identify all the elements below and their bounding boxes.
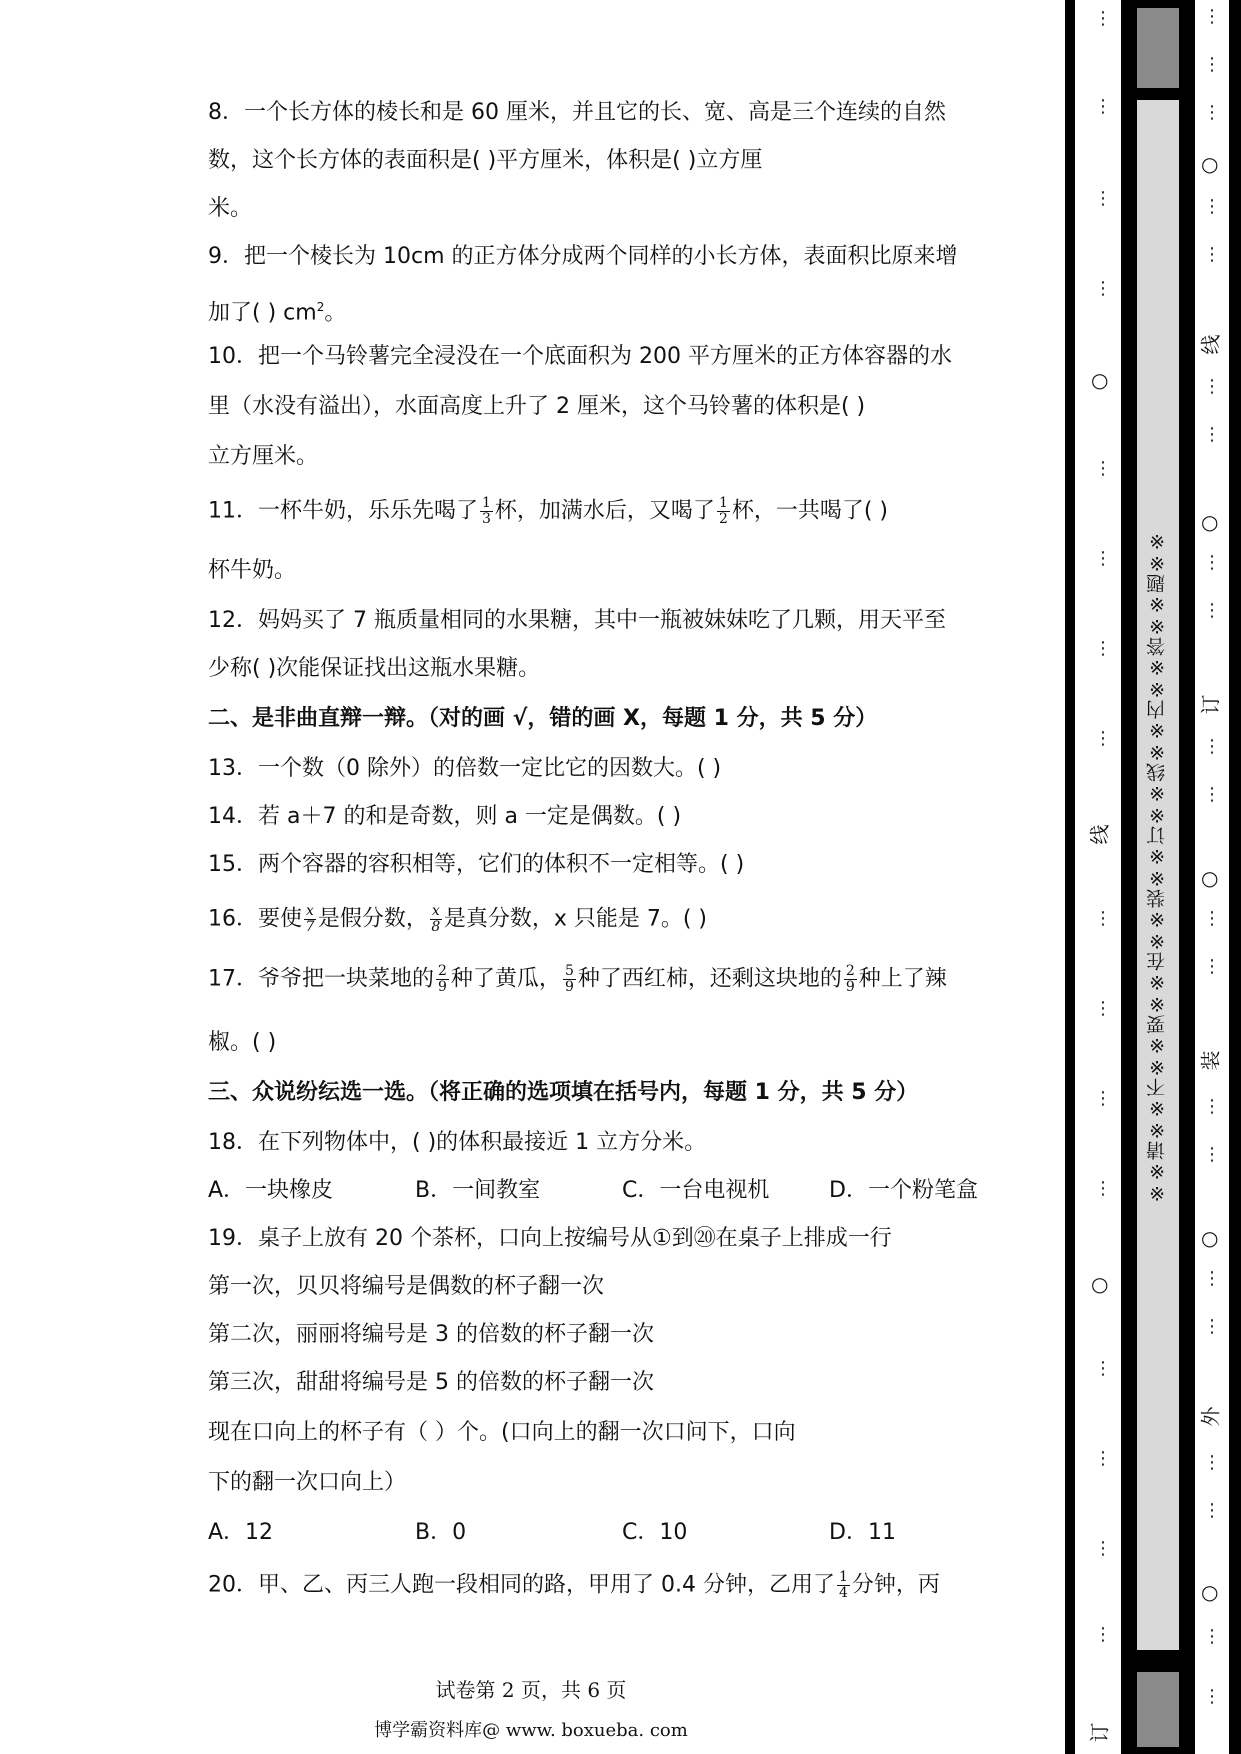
q17-text-c: 种了西红柿，还剩这块地的 [577,966,842,992]
q19-line2: 第一次，贝贝将编号是偶数的杯子翻一次 [208,1274,605,1299]
inner-label-ding: 订 [1087,1722,1112,1743]
q11-line2: 杯牛奶。 [208,558,297,583]
fraction-five-ninths [563,964,576,995]
q19-line3: 第二次，丽丽将编号是 3 的倍数的杯子翻一次 [208,1322,654,1347]
dotted-cut-line: ⋮ [1203,1686,1221,1707]
outer-label-xian: 线 [1198,334,1223,355]
q20-line1 [208,1570,940,1601]
q18-option-c: C．一台电视机 [622,1178,770,1203]
dotted-cut-line: ⋮ [1094,1358,1112,1379]
binding-block-bottom [1137,1672,1179,1747]
fraction-denominator: 8 [431,919,441,935]
dotted-cut-line: ⋮ [1203,736,1221,757]
q19-line1: 19．桌子上放有 20 个茶杯，口向上按编号从①到⑳在桌子上排成一行 [208,1226,892,1251]
dotted-cut-line: ⋮ [1094,1088,1112,1109]
dotted-cut-line: ⋮ [1094,188,1112,209]
q16-text-c: 是真分数，x 只能是 7。( ) [443,906,707,932]
q9-line2-text: 加了( ) cm [208,300,317,326]
fraction-two-ninths [436,964,449,995]
dotted-cut-line: ⋮ [1203,54,1221,75]
q15: 15．两个容器的容积相等，它们的体积不一定相等。( ) [208,852,745,877]
fraction-numerator: 1 [482,495,491,511]
binding-notice-text: ※※请※※不※※要※※在※※装※※订※※线※※内※※答※※题※※ [1146,530,1168,1204]
q9-superscript: 2 [316,300,325,314]
dotted-cut-line: ⋮ [1203,424,1221,445]
binding-hole-circle: ○ [1201,866,1219,890]
q17-line1 [208,964,947,995]
fraction-numerator: 1 [718,495,728,511]
q17-text-b: 种了黄瓜， [450,966,561,992]
dotted-cut-line: ⋮ [1203,6,1221,27]
q11-text-a: 11．一杯牛奶，乐乐先喝了 [208,498,478,524]
dotted-cut-line: ⋮ [1203,1316,1221,1337]
fraction-x-over-8 [430,904,442,935]
q8-line1: 8．一个长方体的棱长和是 60 厘米，并且它的长、宽、高是三个连续的自然 [208,100,946,125]
inner-binding-strip [1075,0,1121,1754]
q13: 13．一个数（0 除外）的倍数一定比它的因数大。( ) [208,756,722,781]
section-3-heading: 三、众说纷纭选一选。（将正确的选项填在括号内，每题 1 分，共 5 分） [208,1080,919,1105]
outer-label-zhuang: 装 [1198,1050,1223,1071]
dotted-cut-line: ⋮ [1203,1096,1221,1117]
dotted-cut-line: ⋮ [1094,278,1112,299]
fraction-two-ninths [844,964,857,995]
fraction-numerator: 2 [438,963,447,979]
dotted-cut-line: ⋮ [1094,638,1112,659]
dotted-cut-line: ⋮ [1094,1448,1112,1469]
dotted-cut-line: ⋮ [1094,1624,1112,1645]
fraction-denominator: 9 [845,979,855,995]
binding-block-top [1137,8,1179,88]
q17-text-a: 17．爷爷把一块菜地的 [208,966,434,992]
q18-option-a: A．一块橡皮 [208,1178,334,1203]
dotted-cut-line: ⋮ [1203,1144,1221,1165]
q18-option-d: D．一个粉笔盒 [829,1178,978,1203]
q14: 14．若 a＋7 的和是奇数，则 a 一定是偶数。( ) [208,804,682,829]
q19-line4: 第三次，甜甜将编号是 5 的倍数的杯子翻一次 [208,1370,654,1395]
fraction-one-quarter [837,1570,850,1601]
inner-label-line: 线 [1087,824,1112,845]
q8-line3: 米。 [208,196,253,221]
q18-option-b: B．一间教室 [415,1178,541,1203]
fraction-numerator: 1 [838,1569,848,1585]
fraction-x-over-7 [304,904,316,935]
q19-option-a: A．12 [208,1520,274,1545]
dotted-cut-line: ⋮ [1203,1500,1221,1521]
q16 [208,904,707,935]
dotted-cut-line: ⋮ [1203,1626,1221,1647]
dotted-cut-line: ⋮ [1094,548,1112,569]
fraction-numerator: x [306,903,314,919]
fraction-numerator: 5 [564,963,574,979]
fraction-denominator: 2 [718,511,728,527]
binding-hole-circle: ○ [1091,1272,1109,1296]
q9-line2 [208,292,346,328]
fraction-denominator: 3 [482,511,491,527]
q19-options [208,1518,1036,1548]
q19-line6: 下的翻一次口向上） [208,1470,407,1495]
q12-line1: 12．妈妈买了 7 瓶质量相同的水果糖，其中一瓶被妹妹吃了几颗，用天平至 [208,608,946,633]
fraction-denominator: 9 [564,979,574,995]
q10-line3: 立方厘米。 [208,444,319,469]
fraction-one-third [480,496,493,527]
fraction-denominator: 9 [438,979,447,995]
q16-text-a: 16．要使 [208,906,302,932]
q17-line2: 椒。( ) [208,1030,277,1055]
dotted-cut-line: ⋮ [1094,908,1112,929]
q8-line2: 数，这个长方体的表面积是( )平方厘米，体积是( )立方厘 [208,148,763,173]
q19-line5: 现在口向上的杯子有（ ）个。(口向上的翻一次口问下，口向 [208,1420,796,1445]
q9-line1: 9．把一个棱长为 10cm 的正方体分成两个同样的小长方体，表面积比原来增 [208,244,958,269]
dotted-cut-line: ⋮ [1203,956,1221,977]
q11-text-b: 杯，加满水后，又喝了 [494,498,715,524]
outer-label-wai: 外 [1198,1406,1223,1427]
dotted-cut-line: ⋮ [1203,552,1221,573]
dotted-cut-line: ⋮ [1203,1452,1221,1473]
dotted-cut-line: ⋮ [1094,96,1112,117]
binding-hole-circle: ○ [1201,1580,1219,1604]
fraction-denominator: 7 [305,919,315,935]
q20-text-b: 分钟，丙 [851,1572,940,1598]
section-2-heading: 二、是非曲直辩一辩。（对的画 √，错的画 X，每题 1 分，共 5 分） [208,706,878,731]
dotted-cut-line: ⋮ [1203,244,1221,265]
dotted-cut-line: ⋮ [1094,1538,1112,1559]
q10-line2: 里（水没有溢出），水面高度上升了 2 厘米，这个马铃薯的体积是( ) [208,394,866,419]
q11-line1 [208,496,888,527]
q12-line2: 少称( )次能保证找出这瓶水果糖。 [208,656,541,681]
dotted-cut-line: ⋮ [1094,728,1112,749]
dotted-cut-line: ⋮ [1203,908,1221,929]
dotted-cut-line: ⋮ [1094,998,1112,1019]
dotted-cut-line: ⋮ [1094,8,1112,29]
dotted-cut-line: ⋮ [1094,1178,1112,1199]
page-number: 试卷第 2 页，共 6 页 [435,1678,627,1702]
q17-text-d: 种上了辣 [858,966,947,992]
fraction-numerator: 2 [845,963,855,979]
dotted-cut-line: ⋮ [1203,1268,1221,1289]
q9-line2-end: 。 [324,300,347,326]
q18-stem: 18．在下列物体中，( )的体积最接近 1 立方分米。 [208,1130,707,1155]
q10-line1: 10．把一个马铃薯完全浸没在一个底面积为 200 平方厘米的正方体容器的水 [208,344,952,369]
q19-option-c: C．10 [622,1520,688,1545]
dotted-cut-line: ⋮ [1094,458,1112,479]
fraction-numerator: x [431,903,440,919]
dotted-cut-line: ⋮ [1203,102,1221,123]
fraction-one-half [717,496,730,527]
q18-options [208,1176,1036,1206]
binding-hole-circle: ○ [1201,1226,1219,1250]
dotted-cut-line: ⋮ [1203,600,1221,621]
binding-hole-circle: ○ [1201,152,1219,176]
binding-hole-circle: ○ [1091,368,1109,392]
q19-option-d: D．11 [829,1520,896,1545]
dotted-cut-line: ⋮ [1203,376,1221,397]
outer-label-ding: 订 [1198,694,1223,715]
fraction-denominator: 4 [838,1585,848,1601]
q19-option-b: B．0 [415,1520,467,1545]
binding-hole-circle: ○ [1201,510,1219,534]
dotted-cut-line: ⋮ [1203,784,1221,805]
q11-text-c: 杯，一共喝了( ) [731,498,889,524]
dotted-cut-line: ⋮ [1203,196,1221,217]
watermark-footer: 博学霸资料库@ www. boxueba. com [374,1720,688,1741]
q16-text-b: 是假分数， [317,906,428,932]
q20-text-a: 20．甲、乙、丙三人跑一段相同的路，甲用了 0.4 分钟，乙用了 [208,1572,835,1598]
